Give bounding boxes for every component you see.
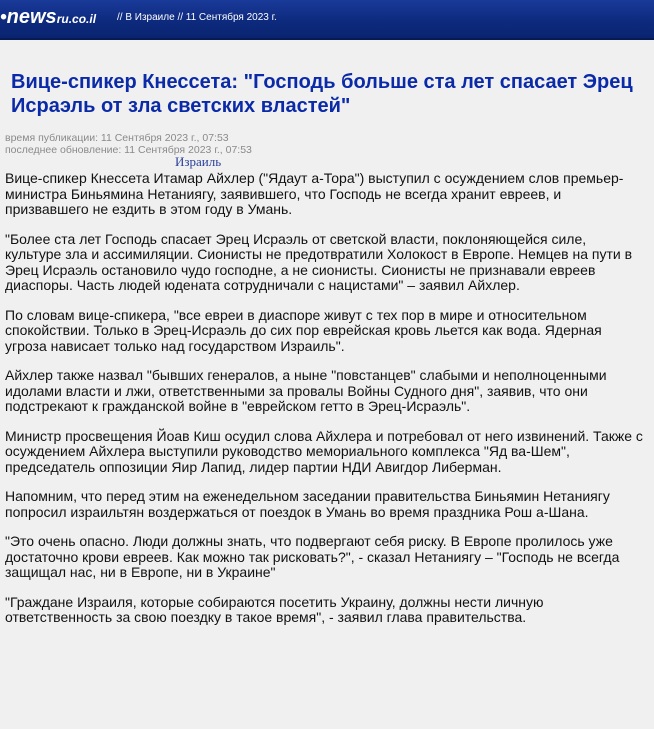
publish-time: время публикации: 11 Сентября 2023 г., 07:53 <box>5 132 229 144</box>
article-container <box>0 70 654 626</box>
site-header <box>0 0 654 40</box>
article-paragraph: Вице-спикер Кнессета Итамар Айхлер ("Ядаут а-Тора") выступил с осуждением слов премьер-министра Биньямина Нетаниягу, заявившего, что Господь не всегда хранит евреев, и призвавшего не ездить в этом году в Умань. <box>5 170 624 217</box>
update-time: последнее обновление: 11 Сентября 2023 г., 07:53 <box>5 144 252 156</box>
logo-main-text: news <box>6 6 57 28</box>
breadcrumb[interactable] <box>117 12 277 23</box>
site-logo[interactable] <box>0 6 96 29</box>
article-paragraph: Айхлер также назвал "бывших генералов, а ныне "повстанцев" слабыми и неполноценными идолами власти и лжи, ответственными за провалы Войны Судного дня", заявив, что они подстрекают к гражданской войне в "еврейском гетто в Эрец-Исраэль". <box>5 367 607 414</box>
logo-mark: • <box>0 7 7 28</box>
article-paragraph: "Граждане Израиля, которые собираются посетить Украину, должны нести личную ответственность за свою поездку в такое время", - заявил глава правительства. <box>5 593 544 625</box>
rubric-link[interactable]: Израиль <box>175 154 222 169</box>
logo-domain-text: ru.co.il <box>56 12 97 26</box>
article-meta <box>5 132 645 156</box>
article-body <box>5 171 645 626</box>
breadcrumb-text[interactable]: // В Израиле // 11 Сентября 2023 г. <box>117 12 277 23</box>
article-paragraph: Министр просвещения Йоав Киш осудил слова Айхлера и потребовал от него извинений. Также с осуждением Айхлера выступили руководство мемориального комплекса "Яд ва-Шем", председатель оппозиции Яир Лапид, лидер партии НДИ Авигдор Либерман. <box>5 427 643 475</box>
article-paragraph: По словам вице-спикера, "все евреи в диаспоре живут с тех пор в мире и относительном спокойствии. Только в Эрец-Исраэль до сих пор еврейская кровь льется как вода. Ядерная угроза нависает только над государством Израиль". <box>5 306 602 354</box>
article-paragraph: Напомним, что перед этим на еженедельном заседании правительства Биньямин Нетаниягу попросил израильтян воздержаться от поездок в Умань во время праздника Рош а-Шана. <box>5 488 610 520</box>
article-paragraph: "Это очень опасно. Люди должны знать, что подвергают себя риску. В Европе пролилось уже достаточно крови евреев. Как можно так рисковать?", - сказал Нетаниягу – "Господь не всегда защищал нас, ни в Европе, ни в Украине" <box>5 533 620 580</box>
article-title: Вице-спикер Кнессета: "Господь больше ста лет спасает Эрец Исраэль от зла светских властей" <box>11 71 633 117</box>
article-paragraph: "Более ста лет Господь спасает Эрец Исраэль от светской власти, поклоняющейся силе, культуре зла и ассимиляции. Сионисты не предотвратили Холокост в Европе. Немцев на пути в Эрец Исраэль остановило чудо господне, а не сионисты. Сионисты не признавали евреев диаспоры. Часть людей юдената сотрудничали с нацистами" – заявил Айхлер. <box>5 230 633 293</box>
rubric[interactable] <box>175 155 645 168</box>
